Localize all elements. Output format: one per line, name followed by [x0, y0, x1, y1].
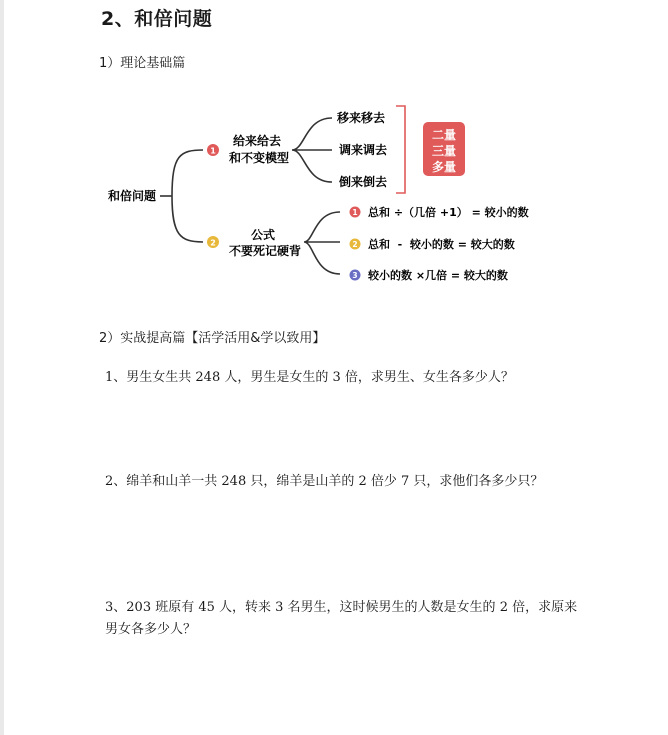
branch1-number: 1 — [210, 146, 216, 156]
page-edge — [0, 0, 4, 735]
question-3 — [105, 597, 577, 641]
formula1-number: 1 — [352, 208, 358, 217]
leaf-pour: 倒来倒去 — [339, 175, 388, 189]
formula2-text: 总和 - 较小的数 = 较大的数 — [368, 238, 515, 251]
branch2-number: 2 — [210, 238, 216, 248]
formula2-number: 2 — [352, 240, 358, 249]
question-3-line2: 男女各多少人？ — [105, 622, 197, 637]
branch2-fork — [304, 212, 340, 274]
mindmap-root: 和倍问题 — [108, 189, 157, 203]
mind-map — [100, 95, 550, 295]
formula1-text: 总和 ÷（几倍 +1） = 较小的数 — [368, 206, 529, 219]
root-fork — [172, 150, 203, 242]
badge-line2: 三量 — [431, 144, 457, 158]
formula3-text: 较小的数 ×几倍 = 较大的数 — [368, 269, 508, 282]
branch1-fork — [292, 118, 332, 182]
red-bracket — [396, 106, 405, 193]
question-2: 2、绵羊和山羊一共 248 只，绵羊是山羊的 2 倍少 7 只，求他们各多少只？ — [105, 474, 544, 489]
page-title: 2、和倍问题 — [101, 8, 213, 30]
branch1-line2: 和不变模型 — [229, 151, 290, 165]
branch2-line2: 不要死记硬背 — [229, 244, 302, 258]
question-1: 1、男生女生共 248 人，男生是女生的 3 倍，求男生、女生各多少人？ — [105, 370, 514, 385]
badge-line3: 多量 — [431, 160, 457, 174]
badge-line1: 二量 — [431, 128, 457, 142]
branch2-line1: 公式 — [251, 228, 276, 242]
formula3-number: 3 — [352, 271, 358, 280]
section-heading-practice: 2）实战提高篇【活学活用&学以致用】 — [99, 331, 326, 346]
section-heading-theory: 1）理论基础篇 — [99, 56, 186, 71]
leaf-adjust: 调来调去 — [339, 143, 388, 157]
question-3-line1: 3、203 班原有 45 人，转来 3 名男生，这时候男生的人数是女生的 2 倍，求原来 — [105, 600, 578, 615]
leaf-move: 移来移去 — [337, 111, 386, 125]
branch1-line1: 给来给去 — [233, 134, 282, 148]
